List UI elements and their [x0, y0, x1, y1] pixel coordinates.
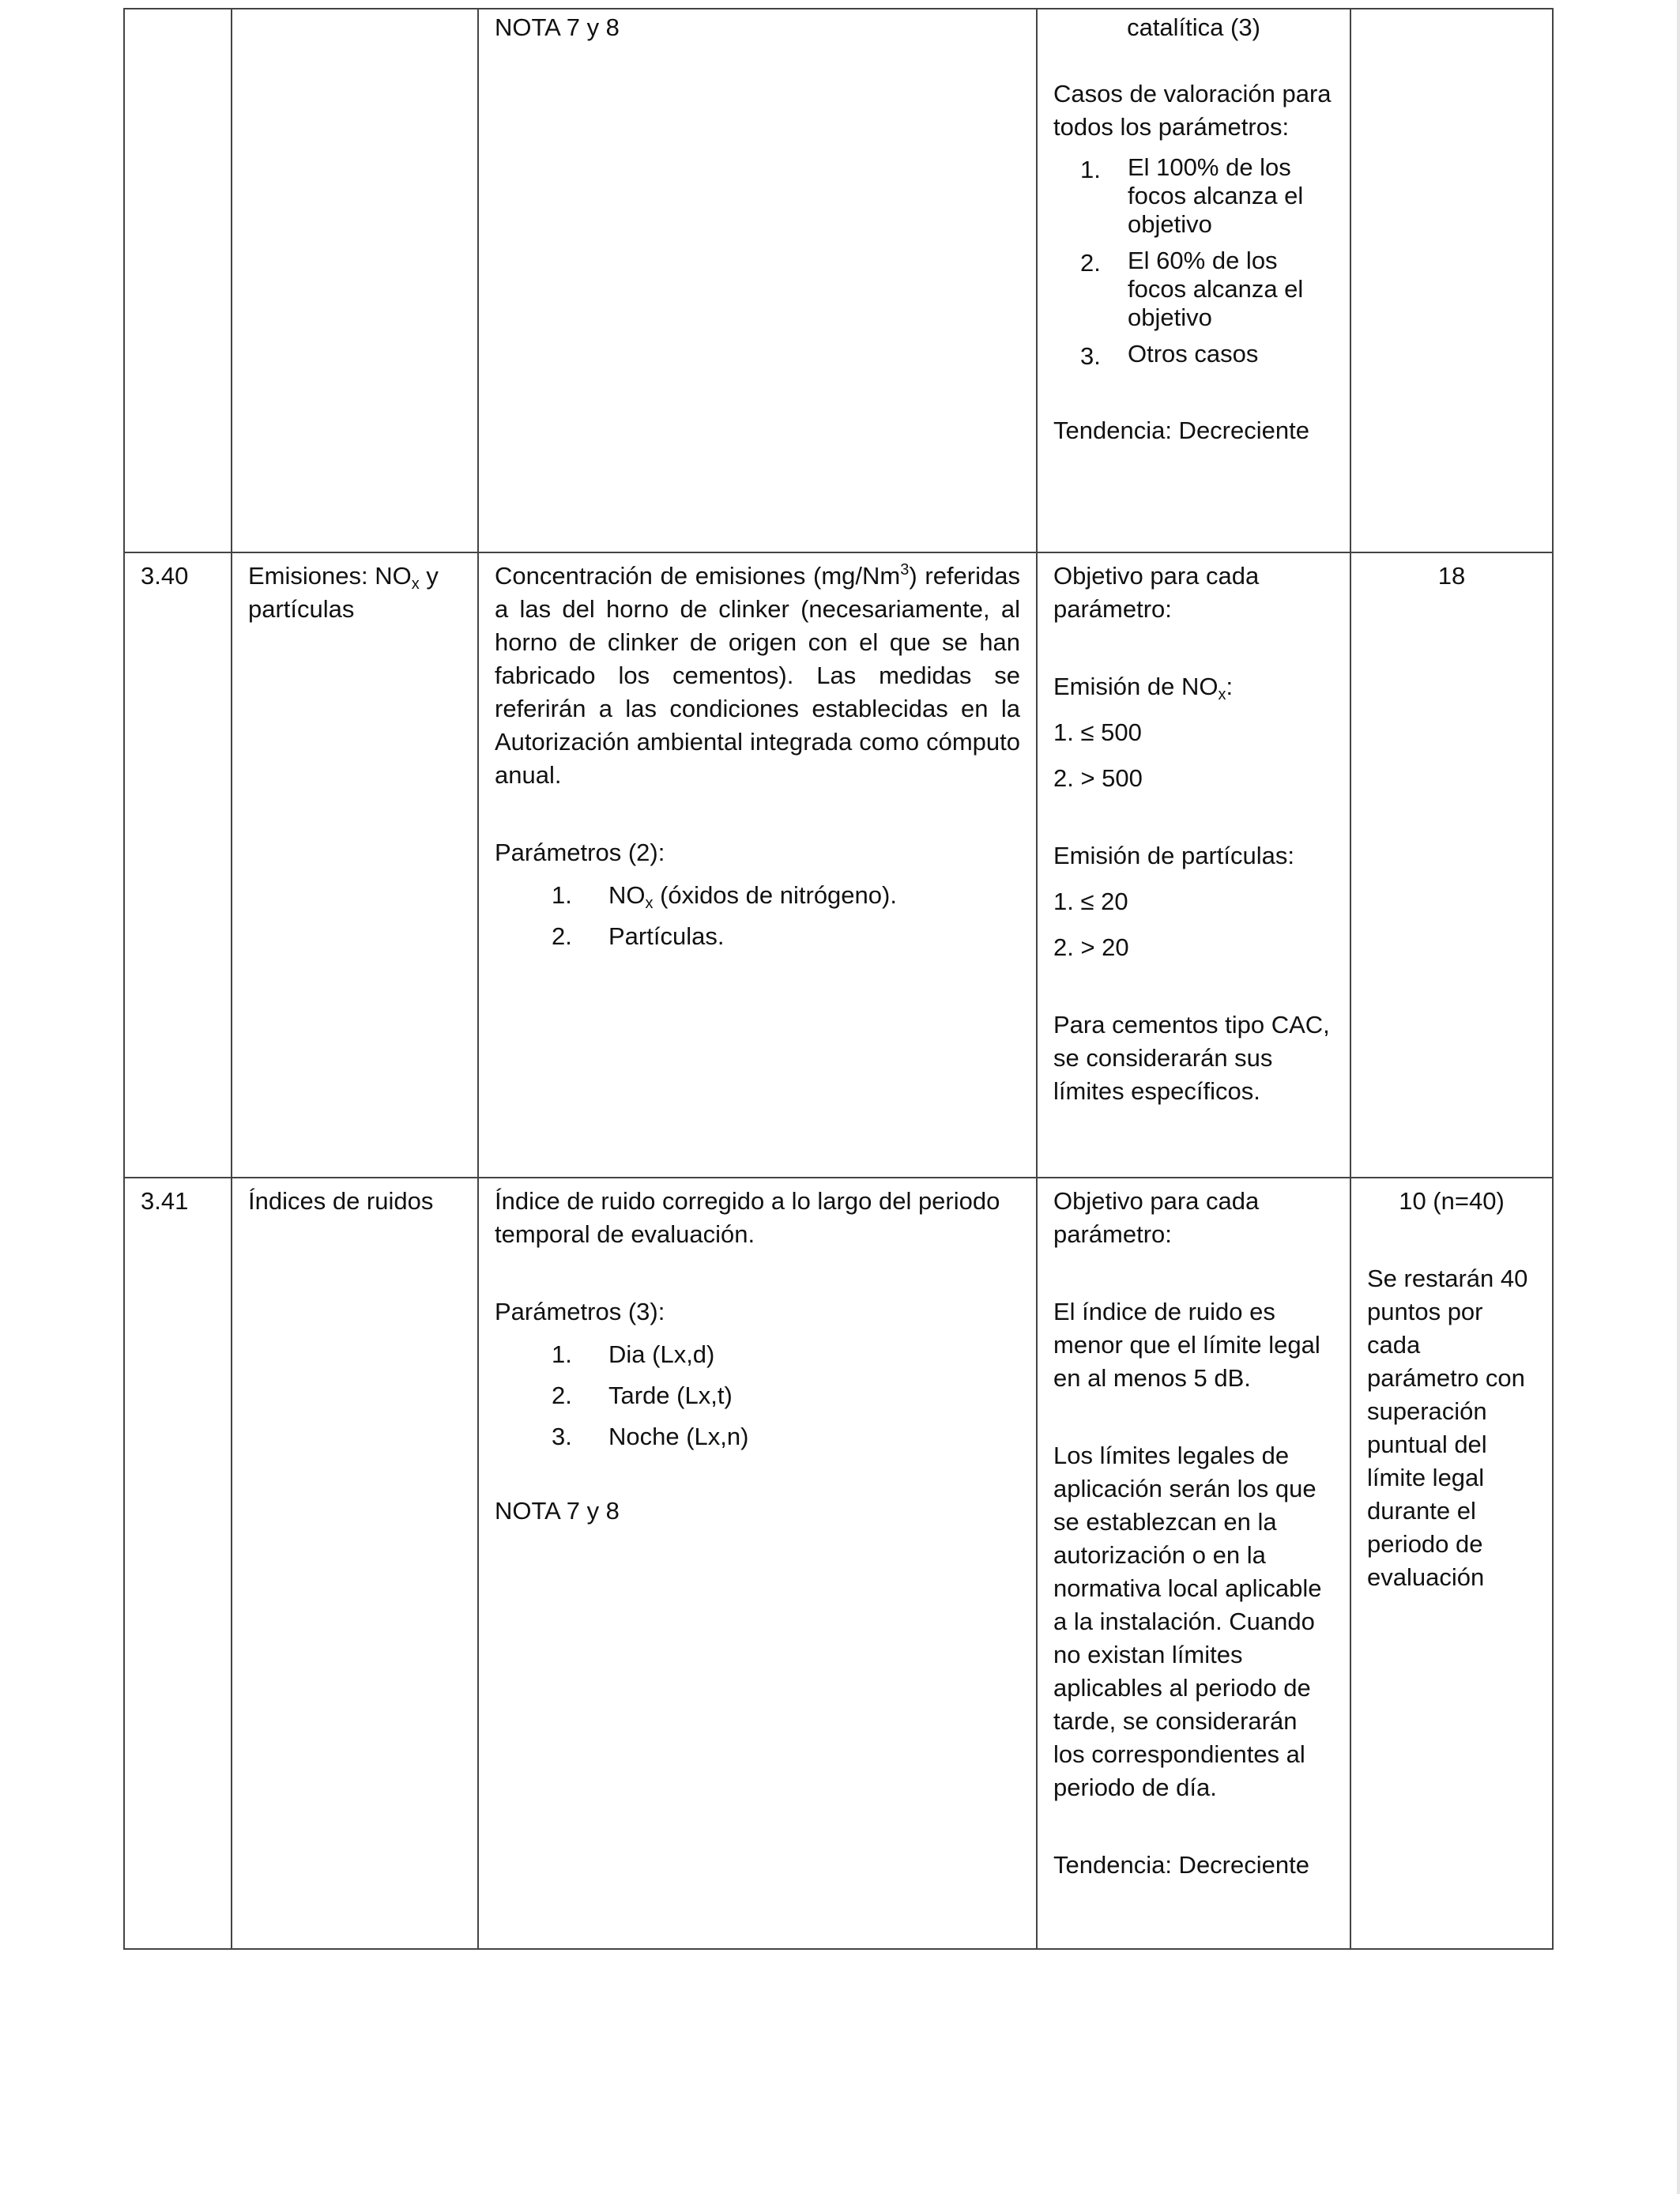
cell-number: 3.41 — [124, 1178, 232, 1949]
note-text: NOTA 7 y 8 — [495, 1497, 620, 1525]
cell-number — [124, 9, 232, 552]
cell-number: 3.40 — [124, 552, 232, 1178]
list-item: 2. Tarde (Lx,t) — [552, 1382, 733, 1409]
cac-note: Para cementos tipo CAC, se considerarán sus límites específicos. — [1053, 1011, 1330, 1105]
cell-description — [478, 1178, 1037, 1949]
nox-case-2: 2. > 500 — [1053, 764, 1143, 792]
legal-limits-text: Los límites legales de aplicación serán los que se establezcan en la autorización o en la normativa local aplicable a la instalación. Cuando no existan límites aplicables al periodo de tarde, se considerarán los correspondientes al periodo de día. — [1053, 1442, 1322, 1801]
list-item: 2. El 60% de los focos alcanza el objetivo — [1080, 247, 1304, 331]
objective-intro: Objetivo para cada parámetro: — [1053, 1187, 1260, 1248]
trend-text: Tendencia: Decreciente — [1053, 1851, 1309, 1879]
objective-intro: Objetivo para cada parámetro: — [1053, 562, 1260, 623]
cell-name: Índices de ruidos — [232, 1178, 478, 1949]
particles-case-2: 2. > 20 — [1053, 933, 1129, 961]
cell-objective — [1037, 1178, 1350, 1949]
list-item: 1. El 100% de los focos alcanza el objetivo — [1080, 153, 1304, 238]
params-list — [495, 879, 1020, 953]
params-title: Parámetros (2): — [495, 839, 665, 866]
cell-objective — [1037, 552, 1350, 1178]
cell-description — [478, 552, 1037, 1178]
page-edge-shadow — [1677, 0, 1680, 2194]
cases-list — [1053, 153, 1334, 373]
cell-points — [1350, 9, 1553, 552]
table-row-3-40 — [124, 552, 1553, 1178]
description-text: Concentración de emisiones (mg/Nm$^3$) referidas a las del horno de clinker (necesariamente, al horno de clinker de origen con el que se han fabricado los cementos). Las medidas se referirán a las condiciones establecidas en la Autorización ambiental integrada como cómputo anual. — [495, 561, 1020, 789]
params-list — [495, 1338, 1020, 1453]
table-row-3-41 — [124, 1178, 1553, 1949]
objective-top-text: catalítica (3) — [1127, 13, 1260, 41]
table-row-continuation — [124, 9, 1553, 552]
trend-text: Tendencia: Decreciente — [1053, 417, 1309, 444]
cell-points: 18 — [1350, 552, 1553, 1178]
nox-case-1: 1. ≤ 500 — [1053, 718, 1142, 746]
criteria-table — [123, 8, 1554, 1950]
condition-text: El índice de ruido es menor que el límite legal en al menos 5 dB. — [1053, 1298, 1320, 1392]
cell-name: Emisiones: $NO_x$ y partículas — [232, 552, 478, 1178]
params-title: Parámetros (3): — [495, 1298, 665, 1325]
cell-name — [232, 9, 478, 552]
points-value: 10 (n=40) — [1399, 1187, 1505, 1215]
description-text: Índice de ruido corregido a lo largo del periodo temporal de evaluación. — [495, 1187, 1000, 1248]
list-item: 3. Noche (Lx,n) — [552, 1423, 749, 1450]
cell-description — [478, 9, 1037, 552]
particles-label: Emisión de partículas: — [1053, 842, 1294, 869]
list-item: 1. $NO_x$ (óxidos de nitrógeno). — [552, 881, 897, 912]
cell-points — [1350, 1178, 1553, 1949]
cell-objective — [1037, 9, 1350, 552]
nox-label: Emisión de $NO_x$: — [1053, 673, 1234, 703]
list-item: 3. Otros casos — [1080, 340, 1259, 370]
cases-intro: Casos de valoración para todos los parámetros: — [1053, 80, 1332, 141]
particles-case-1: 1. ≤ 20 — [1053, 888, 1128, 915]
list-item: 1. Dia (Lx,d) — [552, 1340, 715, 1368]
list-item: 2. Partículas. — [552, 922, 725, 950]
note-text: NOTA 7 y 8 — [495, 13, 620, 41]
points-note: Se restarán 40 puntos por cada parámetro con superación puntual del límite legal durante el periodo de evaluación — [1367, 1265, 1528, 1591]
